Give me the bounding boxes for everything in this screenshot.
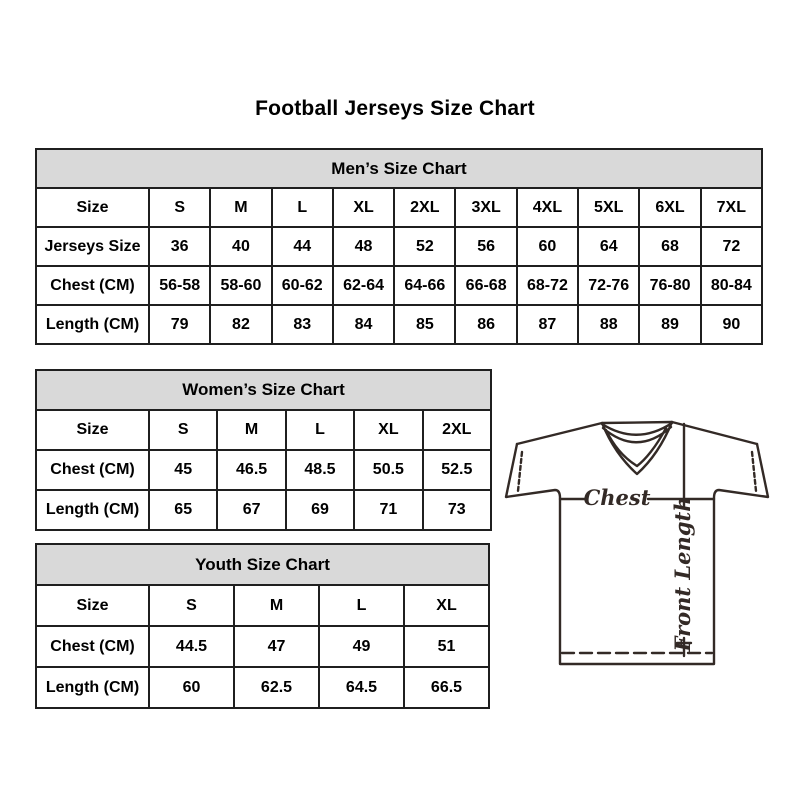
- row-label: Length (CM): [36, 305, 149, 344]
- size-cell: 66.5: [404, 667, 489, 708]
- row-label: Jerseys Size: [36, 227, 149, 266]
- size-cell: L: [272, 188, 333, 227]
- size-cell: 60: [149, 667, 234, 708]
- size-cell: M: [217, 410, 285, 450]
- table-title: Men’s Size Chart: [36, 149, 762, 188]
- size-cell: 56: [455, 227, 516, 266]
- table-row: [36, 305, 762, 344]
- size-cell: S: [149, 585, 234, 626]
- size-cell: M: [234, 585, 319, 626]
- size-cell: 71: [354, 490, 422, 530]
- chest-label: Chest: [583, 485, 651, 510]
- page-title: Football Jerseys Size Chart: [255, 97, 535, 120]
- row-label: Length (CM): [36, 490, 149, 530]
- table-row: [36, 450, 491, 490]
- size-cell: 83: [272, 305, 333, 344]
- size-cell: 3XL: [455, 188, 516, 227]
- size-cell: S: [149, 410, 217, 450]
- size-cell: 49: [319, 626, 404, 667]
- size-cell: 64.5: [319, 667, 404, 708]
- size-cell: 7XL: [701, 188, 762, 227]
- size-cell: XL: [333, 188, 394, 227]
- jersey-collar: [602, 422, 672, 474]
- size-cell: 66-68: [455, 266, 516, 305]
- womens-size-table: [35, 369, 492, 531]
- size-cell: 89: [639, 305, 700, 344]
- size-cell: XL: [354, 410, 422, 450]
- size-cell: 6XL: [639, 188, 700, 227]
- size-cell: 40: [210, 227, 271, 266]
- row-label: Chest (CM): [36, 626, 149, 667]
- size-cell: 85: [394, 305, 455, 344]
- size-cell: 69: [286, 490, 354, 530]
- size-cell: 90: [701, 305, 762, 344]
- size-cell: 45: [149, 450, 217, 490]
- size-cell: 56-58: [149, 266, 210, 305]
- size-cell: 86: [455, 305, 516, 344]
- table-row: [36, 667, 489, 708]
- size-cell: 46.5: [217, 450, 285, 490]
- mens-size-table: [35, 148, 763, 345]
- size-cell: 87: [517, 305, 578, 344]
- table-row: [36, 227, 762, 266]
- size-cell: 62.5: [234, 667, 319, 708]
- size-cell: XL: [404, 585, 489, 626]
- row-label: Chest (CM): [36, 450, 149, 490]
- row-label: Size: [36, 585, 149, 626]
- size-cell: 52.5: [423, 450, 491, 490]
- row-label: Length (CM): [36, 667, 149, 708]
- table-row: [36, 490, 491, 530]
- size-cell: 88: [578, 305, 639, 344]
- size-cell: 72: [701, 227, 762, 266]
- size-cell: 60-62: [272, 266, 333, 305]
- youth-size-table: [35, 543, 490, 709]
- size-cell: L: [319, 585, 404, 626]
- size-cell: 68-72: [517, 266, 578, 305]
- size-cell: L: [286, 410, 354, 450]
- table-title: Women’s Size Chart: [36, 370, 491, 410]
- size-cell: 50.5: [354, 450, 422, 490]
- size-cell: 65: [149, 490, 217, 530]
- size-cell: 58-60: [210, 266, 271, 305]
- row-label: Chest (CM): [36, 266, 149, 305]
- row-label: Size: [36, 188, 149, 227]
- jersey-shoulder-lines: [517, 422, 757, 444]
- size-cell: 76-80: [639, 266, 700, 305]
- size-cell: 60: [517, 227, 578, 266]
- size-cell: 84: [333, 305, 394, 344]
- size-cell: 80-84: [701, 266, 762, 305]
- size-cell: 73: [423, 490, 491, 530]
- size-cell: 52: [394, 227, 455, 266]
- size-cell: S: [149, 188, 210, 227]
- size-cell: 62-64: [333, 266, 394, 305]
- size-cell: 2XL: [394, 188, 455, 227]
- size-cell: 4XL: [517, 188, 578, 227]
- front-length-label: Front Length: [670, 496, 695, 652]
- size-cell: 64: [578, 227, 639, 266]
- size-cell: 72-76: [578, 266, 639, 305]
- size-cell: 47: [234, 626, 319, 667]
- size-cell: 48.5: [286, 450, 354, 490]
- jersey-outline: [506, 444, 768, 664]
- size-cell: 67: [217, 490, 285, 530]
- size-cell: 2XL: [423, 410, 491, 450]
- table-row: [36, 188, 762, 227]
- size-cell: 82: [210, 305, 271, 344]
- table-row: [36, 585, 489, 626]
- size-cell: 5XL: [578, 188, 639, 227]
- table-title: Youth Size Chart: [36, 544, 489, 585]
- size-cell: M: [210, 188, 271, 227]
- size-cell: 79: [149, 305, 210, 344]
- jersey-measurement-diagram: [495, 405, 785, 695]
- table-row: [36, 410, 491, 450]
- size-cell: 36: [149, 227, 210, 266]
- size-cell: 51: [404, 626, 489, 667]
- table-row: [36, 626, 489, 667]
- size-cell: 48: [333, 227, 394, 266]
- size-cell: 44.5: [149, 626, 234, 667]
- size-cell: 64-66: [394, 266, 455, 305]
- row-label: Size: [36, 410, 149, 450]
- size-cell: 44: [272, 227, 333, 266]
- table-row: [36, 266, 762, 305]
- size-cell: 68: [639, 227, 700, 266]
